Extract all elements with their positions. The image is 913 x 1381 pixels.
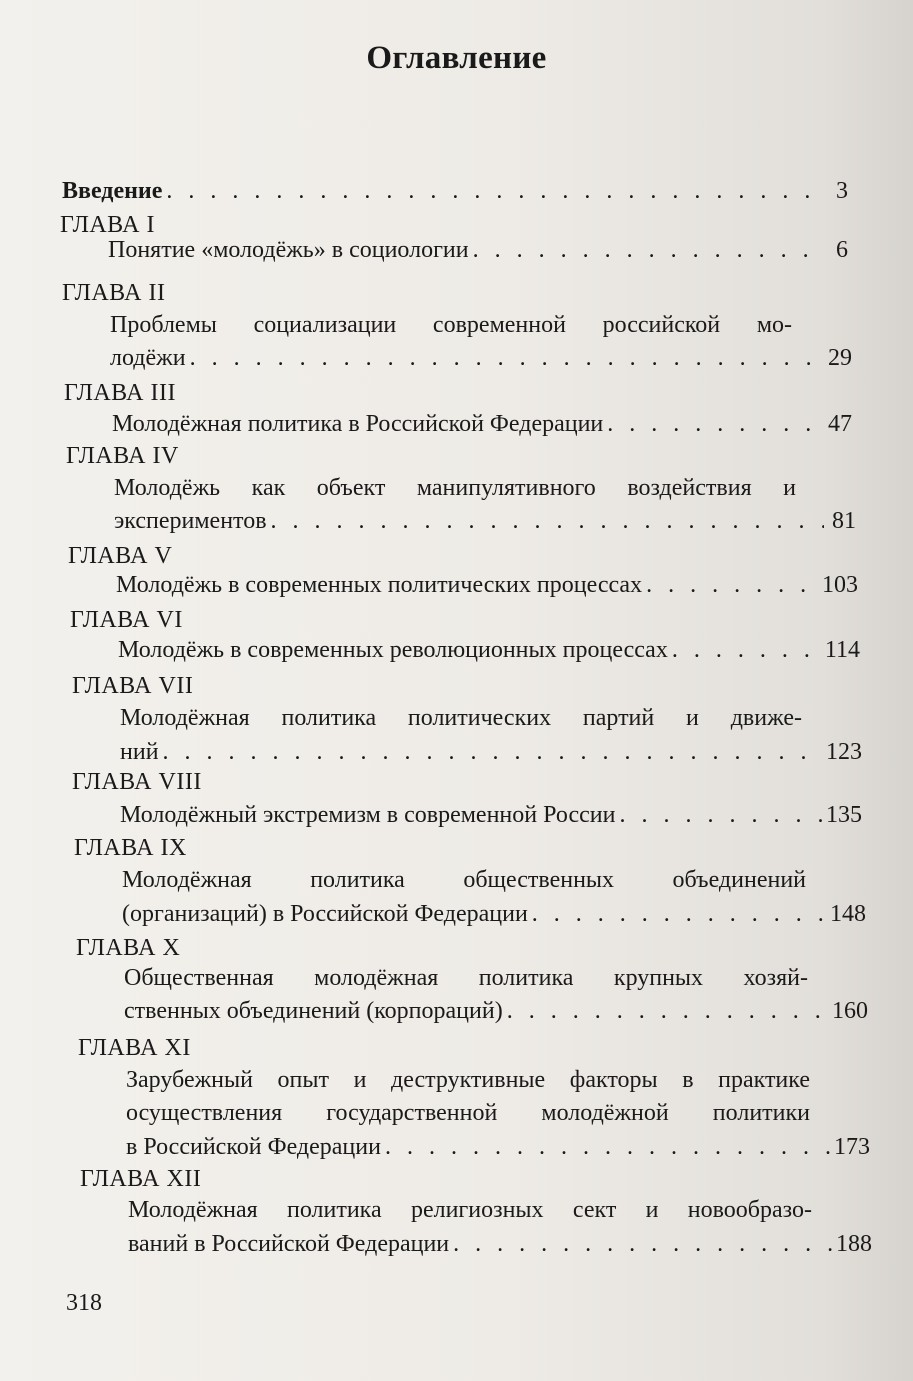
toc-entry-title: осуществления государственной молодёжной политики (126, 1100, 810, 1126)
toc-page-number: 173 (834, 1134, 870, 1160)
toc-entry-line (126, 1098, 810, 1128)
toc-entry-line (120, 800, 862, 830)
toc-entry-line (110, 310, 792, 340)
chapter-heading: ГЛАВА VI (70, 607, 183, 633)
toc-entry-line (120, 703, 802, 733)
toc-entry-line (124, 963, 808, 993)
toc-page-number: 3 (836, 178, 848, 204)
toc-page-number: 81 (832, 508, 856, 534)
toc-page-number: 6 (836, 237, 848, 263)
toc-entry-line (114, 506, 856, 536)
leader-dots (163, 737, 822, 767)
leader-dots (271, 506, 824, 536)
leader-dots (385, 1132, 830, 1162)
toc-entry-line (122, 865, 806, 895)
page-title: Оглавление (366, 40, 547, 76)
toc-page-number: 160 (832, 998, 868, 1024)
toc-page-number: 135 (826, 802, 862, 828)
toc-page-number: 148 (830, 901, 866, 927)
toc-entry-title: (организаций) в Российской Федерации (122, 901, 528, 927)
toc-entry-intro (62, 176, 848, 206)
chapter-heading: ГЛАВА II (62, 280, 166, 306)
toc-entry-title: Молодёжная политика политических партий и движе- (120, 705, 802, 731)
toc-entry-line (122, 899, 866, 929)
toc-entry-line (110, 343, 852, 373)
toc-entry-line (116, 570, 858, 600)
toc-entry-title: в Российской Федерации (126, 1134, 381, 1160)
toc-entry-title: Молодёжная политика в Российской Федерации (112, 411, 604, 437)
toc-entry-line (126, 1065, 810, 1095)
leader-dots (532, 899, 826, 929)
toc-page-number: 103 (822, 572, 858, 598)
toc-entry-title: экспериментов (114, 508, 267, 534)
toc-entry-line (118, 635, 860, 665)
page-folio: 318 (66, 1290, 102, 1316)
toc-entry-line (120, 737, 862, 767)
toc-entry-label: Введение (62, 178, 163, 204)
toc-entry-line (128, 1229, 872, 1259)
toc-entry-title: Понятие «молодёжь» в социологии (108, 237, 469, 263)
chapter-heading: ГЛАВА I (60, 212, 155, 238)
chapter-heading: ГЛАВА VIII (72, 769, 202, 795)
toc-entry-line (124, 996, 868, 1026)
toc-entry-title: Молодёжный экстремизм в современной России (120, 802, 616, 828)
chapter-heading: ГЛАВА XII (80, 1166, 202, 1192)
toc-entry-line (128, 1195, 812, 1225)
chapter-heading: ГЛАВА XI (78, 1035, 191, 1061)
toc-page-number: 188 (836, 1231, 872, 1257)
toc-entry-title: Молодёжь как объект манипулятивного воздействия и (114, 475, 796, 501)
chapter-heading: ГЛАВА V (68, 543, 173, 569)
toc-entry-title: ственных объединений (корпораций) (124, 998, 503, 1024)
toc-entry-line (114, 473, 796, 503)
chapter-heading: ГЛАВА III (64, 380, 176, 406)
leader-dots (672, 635, 821, 665)
toc-entry-title: Проблемы социализации современной российской мо- (110, 312, 792, 338)
toc-entry-line (108, 235, 848, 265)
chapter-heading: ГЛАВА IV (66, 443, 179, 469)
chapter-heading: ГЛАВА VII (72, 673, 194, 699)
leader-dots (507, 996, 828, 1026)
toc-entry-title: Молодёжь в современных революционных процессах (118, 637, 668, 663)
leader-dots (453, 1229, 832, 1259)
leader-dots (473, 235, 816, 265)
toc-entry-line (112, 409, 852, 439)
toc-page-number: 123 (826, 739, 862, 765)
toc-page-number: 114 (824, 637, 860, 663)
toc-entry-title: Общественная молодёжная политика крупных хозяй- (124, 965, 808, 991)
leader-dots (607, 409, 820, 439)
toc-page-number: 29 (828, 345, 852, 371)
toc-entry-title: Молодёжная политика религиозных сект и новообразо- (128, 1197, 812, 1223)
toc-entry-title: ний (120, 739, 159, 765)
toc-entry-title: лодёжи (110, 345, 186, 371)
leader-dots (166, 176, 816, 206)
leader-dots (646, 570, 818, 600)
leader-dots (619, 800, 822, 830)
leader-dots (190, 343, 820, 373)
toc-entry-title: Молодёжная политика общественных объединений (122, 867, 806, 893)
toc-page-number: 47 (828, 411, 852, 437)
chapter-heading: ГЛАВА IX (74, 835, 187, 861)
toc-entry-title: Зарубежный опыт и деструктивные факторы в практике (126, 1067, 810, 1093)
toc-entry-title: ваний в Российской Федерации (128, 1231, 450, 1257)
chapter-heading: ГЛАВА X (76, 935, 181, 961)
toc-entry-title: Молодёжь в современных политических процессах (116, 572, 643, 598)
toc-entry-line (126, 1132, 870, 1162)
